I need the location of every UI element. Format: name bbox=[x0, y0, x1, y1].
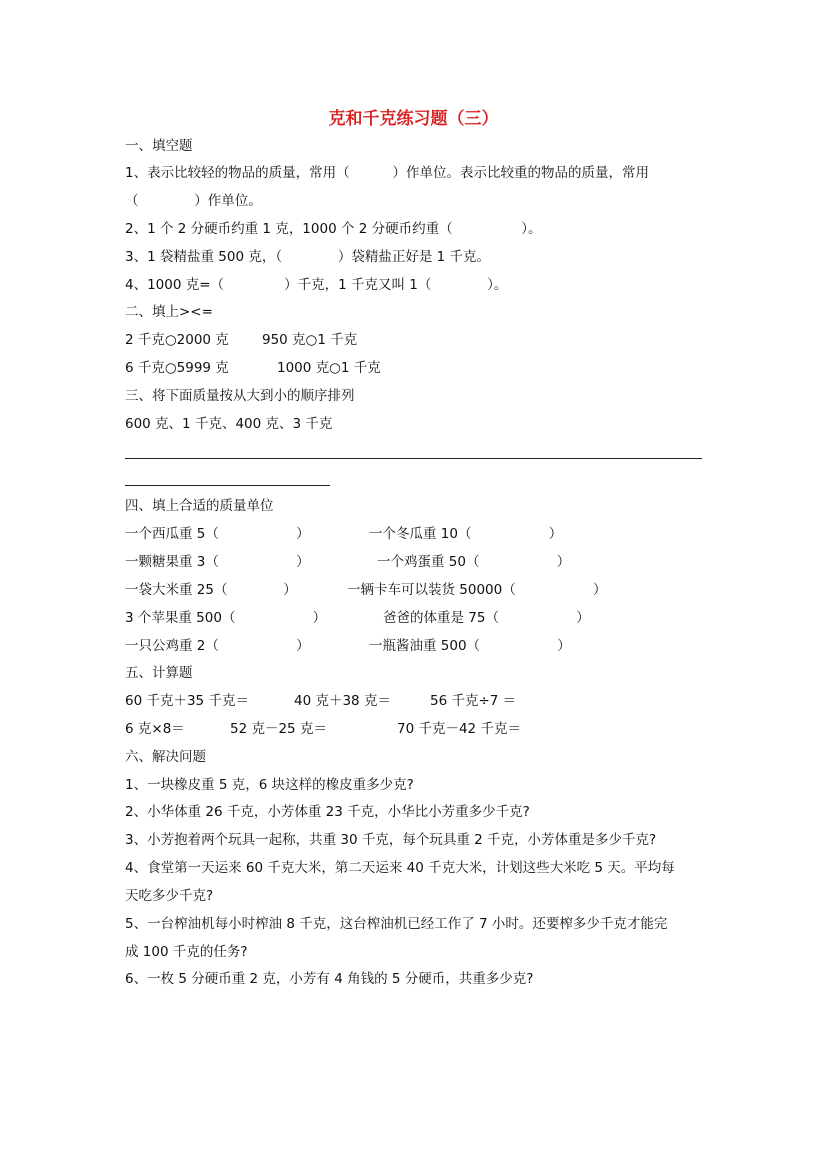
unit-question: 一辆卡车可以装货 50000（ ） bbox=[347, 582, 607, 598]
unit-question: 一个冬瓜重 10（ ） bbox=[369, 526, 563, 542]
question-2: 2、1 个 2 分硬币约重 1 克，1000 个 2 分硬币约重（ ）。 bbox=[125, 221, 542, 237]
calc-item: 52 克－25 克＝ bbox=[230, 721, 327, 737]
problem-1: 1、一块橡皮重 5 克，6 块这样的橡皮重多少克? bbox=[125, 777, 414, 793]
page-title: 克和千克练习题（三） bbox=[328, 109, 499, 129]
problem-5-line-1: 5、一台榨油机每小时榨油 8 千克，这台榨油机已经工作了 7 小时。还要榨多少千克才能完 bbox=[125, 916, 668, 932]
answer-line bbox=[125, 485, 330, 486]
compare-item: 6 千克○5999 克 bbox=[125, 360, 229, 376]
answer-line bbox=[125, 458, 702, 459]
problem-6: 6、一枚 5 分硬币重 2 克，小芳有 4 角钱的 5 分硬币，共重多少克? bbox=[125, 971, 534, 987]
compare-item: 950 克○1 千克 bbox=[262, 332, 358, 348]
calc-item: 60 千克＋35 千克＝ bbox=[125, 693, 249, 709]
problem-3: 3、小芳抱着两个玩具一起称，共重 30 千克，每个玩具重 2 千克，小芳体重是多少千克? bbox=[125, 832, 657, 848]
section4-heading: 四、填上合适的质量单位 bbox=[125, 498, 274, 514]
section5-heading: 五、计算题 bbox=[125, 665, 193, 681]
unit-question: 一个西瓜重 5（ ） bbox=[125, 526, 310, 542]
calc-item: 6 克×8＝ bbox=[125, 721, 185, 737]
section1-heading: 一、填空题 bbox=[125, 138, 193, 154]
unit-question: 爸爸的体重是 75（ ） bbox=[383, 610, 590, 626]
question-3: 3、1 袋精盐重 500 克，（ ）袋精盐正好是 1 千克。 bbox=[125, 249, 491, 265]
section3-heading: 三、将下面质量按从大到小的顺序排列 bbox=[125, 388, 355, 404]
question-1-line-1: 1、表示比较轻的物品的质量，常用（ ）作单位。表示比较重的物品的质量，常用 bbox=[125, 165, 650, 181]
unit-question: 一颗糖果重 3（ ） bbox=[125, 554, 310, 570]
question-1-line-2: （ ）作单位。 bbox=[125, 193, 262, 209]
problem-4-line-2: 天吃多少千克? bbox=[125, 888, 214, 904]
unit-question: 一只公鸡重 2（ ） bbox=[125, 638, 310, 654]
question-4: 4、1000 克=（ ）千克，1 千克又叫 1（ ）。 bbox=[125, 277, 508, 293]
compare-item: 1000 克○1 千克 bbox=[277, 360, 381, 376]
sort-items: 600 克、1 千克、400 克、3 千克 bbox=[125, 416, 333, 432]
calc-item: 40 克＋38 克＝ bbox=[294, 693, 391, 709]
unit-question: 3 个苹果重 500（ ） bbox=[125, 610, 327, 626]
calc-item: 56 千克÷7 ＝ bbox=[430, 693, 517, 709]
problem-2: 2、小华体重 26 千克，小芳体重 23 千克，小华比小芳重多少千克? bbox=[125, 804, 530, 820]
problem-5-line-2: 成 100 千克的任务? bbox=[125, 944, 248, 960]
calc-item: 70 千克－42 千克＝ bbox=[397, 721, 521, 737]
unit-question: 一个鸡蛋重 50（ ） bbox=[377, 554, 571, 570]
compare-item: 2 千克○2000 克 bbox=[125, 332, 229, 348]
unit-question: 一瓶酱油重 500（ ） bbox=[369, 638, 571, 654]
unit-question: 一袋大米重 25（ ） bbox=[125, 582, 297, 598]
problem-4-line-1: 4、食堂第一天运来 60 千克大米，第二天运来 40 千克大米，计划这些大米吃 5 天。平均每 bbox=[125, 860, 675, 876]
section2-heading: 二、填上><= bbox=[125, 304, 213, 320]
section6-heading: 六、解决问题 bbox=[125, 749, 206, 765]
